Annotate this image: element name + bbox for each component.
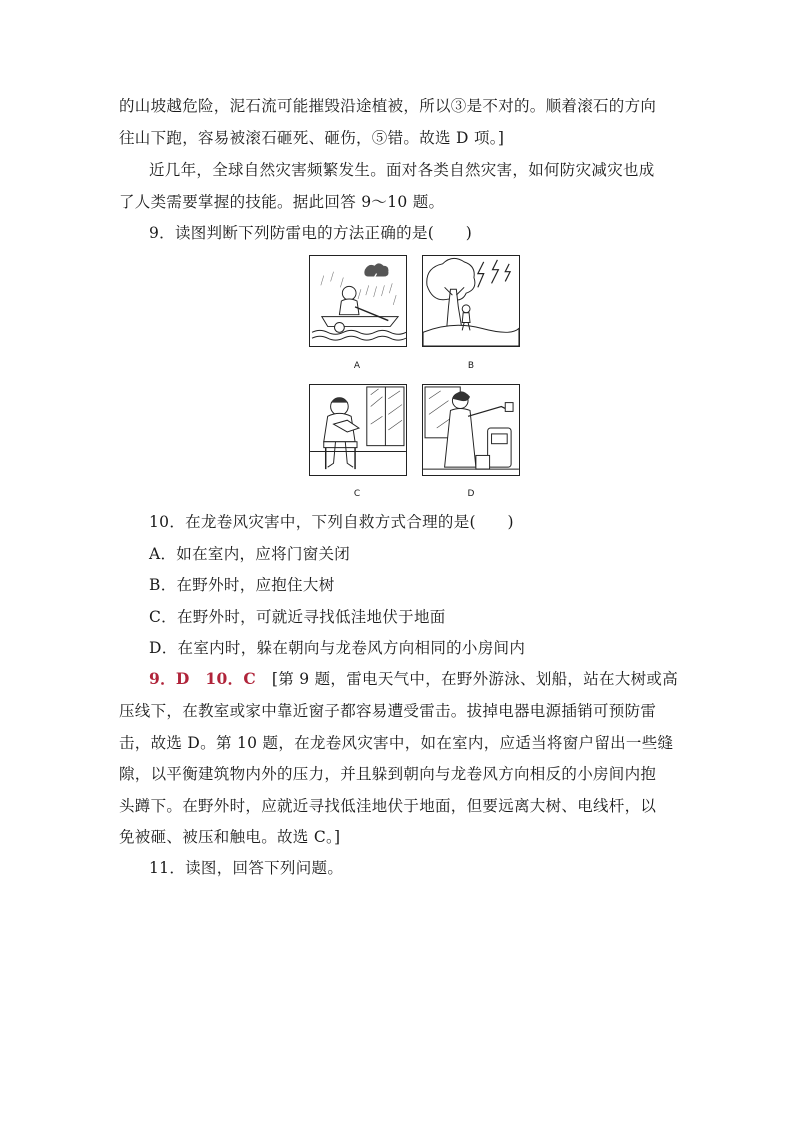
text-line: 免被砸、被压和触电。故选 C。] bbox=[119, 828, 341, 846]
option-a: A．如在室内，应将门窗关闭 bbox=[149, 545, 351, 563]
question-9: 9．读图判断下列防雷电的方法正确的是( ) bbox=[149, 224, 473, 242]
text-line: 了人类需要掌握的技能。据此回答 9～10 题。 bbox=[119, 193, 445, 211]
figure-label: B bbox=[467, 361, 475, 371]
figure-a bbox=[309, 255, 407, 347]
option-c: C．在野外时，可就近寻找低洼地伏于地面 bbox=[149, 608, 446, 626]
text-line: 压线下，在教室或家中靠近窗子都容易遭受雷击。拔掉电器电源插销可预防雷 bbox=[119, 702, 657, 720]
text-line: 的山坡越危险，泥石流可能摧毁沿途植被，所以③是不对的。顺着滚石的方向 bbox=[119, 97, 657, 115]
option-b: B．在野外时，应抱住大树 bbox=[149, 576, 335, 594]
text-line: 近几年，全球自然灾害频繁发生。面对各类自然灾害，如何防灾减灾也成 bbox=[149, 161, 655, 179]
figure-c bbox=[309, 384, 407, 476]
answer-line bbox=[149, 669, 678, 689]
figure-d bbox=[422, 384, 520, 476]
text-line: 击，故选 D。第 10 题，在龙卷风灾害中，如在室内，应适当将窗户留出一些缝 bbox=[119, 734, 674, 752]
option-d: D．在室内时，躲在朝向与龙卷风方向相同的小房间内 bbox=[149, 639, 526, 657]
question-11: 11．读图，回答下列问题。 bbox=[149, 859, 344, 877]
question-10: 10．在龙卷风灾害中，下列自救方式合理的是( ) bbox=[149, 513, 514, 531]
text-line: 往山下跑，容易被滚石砸死、砸伤，⑤错。故选 D 项。] bbox=[119, 129, 505, 147]
figure-label: C bbox=[353, 489, 361, 499]
figure-label: D bbox=[467, 489, 475, 499]
figure-b bbox=[422, 255, 520, 347]
answer-key: 9．D 10．C bbox=[149, 669, 257, 688]
text-line: 隙，以平衡建筑物内外的压力，并且躲到朝向与龙卷风方向相反的小房间内抱 bbox=[119, 765, 657, 783]
text-line: 头蹲下。在野外时，应就近寻找低洼地伏于地面，但要远离大树、电线杆，以 bbox=[119, 797, 657, 815]
explanation-start: [第 9 题，雷电天气中，在野外游泳、划船，站在大树或高 bbox=[271, 670, 679, 688]
figure-label: A bbox=[353, 361, 361, 371]
